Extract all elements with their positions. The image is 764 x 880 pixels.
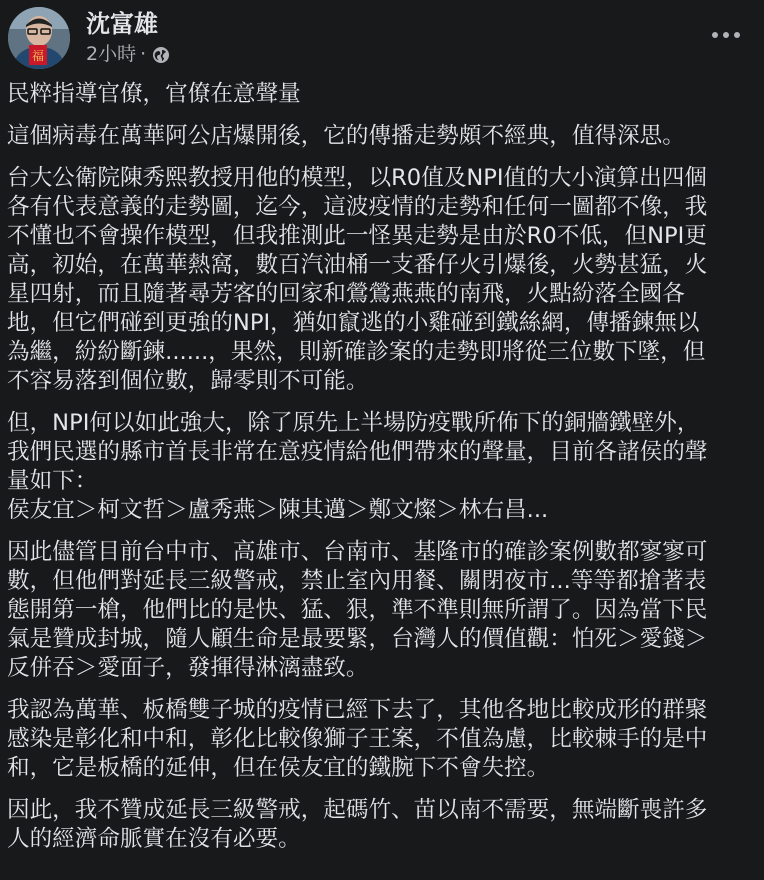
post-paragraph [7,696,759,783]
post-paragraph [7,538,759,683]
meta-separator: · [140,43,147,65]
paragraph-line: 但，NPI何以如此強大，除了原先上半場防疫戰所佈下的銅牆鐵壁外， [7,410,700,436]
more-options-icon[interactable] [706,20,746,50]
paragraph-line: 感染是彰化和中和，彰化比較像獅子王案，不值為慮，比較棘手的是中 [7,726,708,752]
paragraph-line: 台大公衛院陳秀熙教授用他的模型，以R0值及NPI值的大小演算出四個 [7,165,707,191]
paragraph-line: 數，但他們對延長三級警戒，禁止室內用餐、關閉夜市...等等都搶著表 [7,568,707,594]
post-paragraph [7,122,759,151]
post-content [7,80,759,867]
avatar[interactable] [8,7,70,69]
paragraph-line: 不容易落到個位數，歸零則不可能。 [7,368,369,394]
paragraph-line: 氣是贊成封城，隨人顧生命是最要緊，台灣人的價值觀：怕死＞愛錢＞ [7,626,708,652]
paragraph-line: 反併吞＞愛面子，發揮得淋漓盡致。 [7,655,369,681]
post-paragraph [7,164,759,396]
paragraph-line: 地，但它們碰到更強的NPI，猶如竄逃的小雞碰到鐵絲網，傳播鍊無以 [7,310,700,336]
paragraph-line: 我認為萬華、板橋雙子城的疫情已經下去了，其他各地比較成形的群聚 [7,697,708,723]
paragraph-line: 侯友宜＞柯文哲＞盧秀燕＞陳其邁＞鄭文燦＞林右昌... [7,497,549,523]
globe-icon[interactable] [152,45,170,63]
post-time[interactable]: 2小時 [86,43,137,65]
paragraph-line: 和，它是板橋的延伸，但在侯友宜的鐵腕下不會失控。 [7,755,550,781]
post-paragraph [7,409,759,525]
svg-text:福: 福 [31,49,45,63]
post-meta [86,41,170,67]
paragraph-line: 我們民選的縣市首長非常在意疫情給他們帶來的聲量，目前各諸侯的聲 [7,439,708,465]
paragraph-line: 為繼，紛紛斷鍊......，果然，則新確診案的走勢即將從三位數下墜，但 [7,339,706,365]
paragraph-line: 量如下： [7,468,98,494]
paragraph-line: 因此儘管目前台中市、高雄市、台南市、基隆市的確診案例數都寥寥可 [7,539,708,565]
paragraph-line: 這個病毒在萬華阿公店爆開後，它的傳播走勢頗不經典，值得深思。 [7,123,685,149]
post-header [0,0,764,80]
post-paragraph [7,80,759,109]
paragraph-line: 不懂也不會操作模型，但我推測此一怪異走勢是由於R0不低，但NPI更 [7,223,707,249]
paragraph-line: 態開第一槍，他們比的是快、猛、狠，準不準則無所謂了。因為當下民 [7,597,708,623]
paragraph-line: 高，初始，在萬華熱窩，數百汽油桶一支番仔火引爆後，火勢甚猛，火 [7,252,708,278]
paragraph-line: 星四射，而且隨著尋芳客的回家和鶯鶯燕燕的南飛，火點紛落全國各 [7,281,685,307]
paragraph-line: 因此，我不贊成延長三級警戒，起碼竹、苗以南不需要，無端斷喪許多 [7,797,708,823]
paragraph-line: 人的經濟命脈實在沒有必要。 [7,826,301,852]
author-name[interactable]: 沈富雄 [86,10,158,38]
avatar-image [8,7,70,69]
paragraph-line: 民粹指導官僚，官僚在意聲量 [7,81,301,107]
paragraph-line: 各有代表意義的走勢圖，迄今，這波疫情的走勢和任何一圖都不像，我 [7,194,708,220]
post-paragraph [7,796,759,854]
